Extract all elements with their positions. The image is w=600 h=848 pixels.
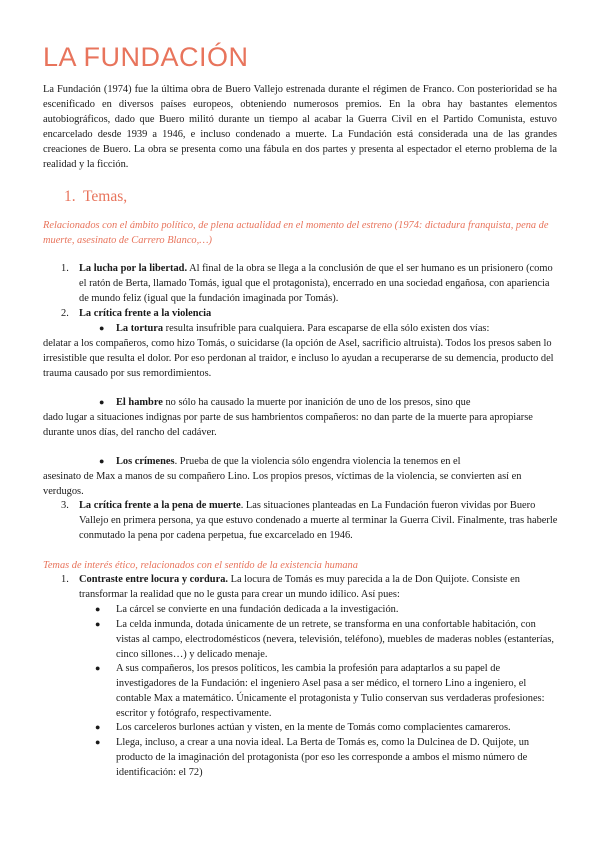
bullet-item — [95, 661, 560, 721]
bullet-text: La celda inmunda, dotada únicamente de un retrete, se transforma en una confortable habitación, con vistas al campo, electrodomésticos (nevera, televisión, teléfono), muebles de maderas nobles (estanterías, cinco sillones…) y delicado menaje. — [116, 619, 554, 660]
bullet-icon: ● — [99, 323, 105, 333]
intro-paragraph: La Fundación (1974) fue la última obra de Buero Vallejo estrenada durante el régimen de Franco. Con posterioridad se ha escenificado en diversos países europeos, obteniendo numerosos premios. En la obra hay bastantes elementos autobiográficos, dado que Buero militó durante un tiempo al acabar la Guerra Civil en el Partido Comunista, estuvo encarcelado desde 1939 a 1946, e incluso condenado a muerte. La Fundación está considerada una de las grandes creaciones de Buero. La obra se presenta como una fábula en dos partes y presenta al espectador el eterno problema de la realidad y la ficción. — [43, 84, 557, 170]
section-label: Temas, — [83, 188, 128, 205]
bullet-text: Los carceleros burlones actúan y visten, en la mente de Tomás como complacientes camareros. — [116, 722, 511, 733]
ethical-themes-intro: Temas de interés ético, relacionados con el sentido de la existencia humana — [43, 560, 358, 571]
page-title: LA FUNDACIÓN — [43, 42, 249, 72]
bullet-icon: ● — [95, 663, 101, 673]
political-themes-intro: Relacionados con el ámbito político, de plena actualidad en el momento del estreno (1974: dictadura franquista, pena de muerte, asesinato de Carrero Blanco,…) — [43, 220, 549, 246]
item-bold-label: La crítica frente a la pena de muerte — [79, 500, 241, 511]
item-bold-label: El hambre — [116, 397, 163, 408]
item-bold-label: Los crímenes — [116, 456, 175, 467]
bullet-icon: ● — [95, 619, 101, 629]
item-text: no sólo ha causado la muerte por inanición de uno de los presos, sino que — [162, 397, 471, 408]
list-number: 2. — [61, 308, 69, 319]
bullet-item — [95, 735, 560, 780]
item-bold-label: La lucha por la libertad. — [79, 263, 188, 274]
item-text: . Las situaciones planteadas en La Fundación fueron vividas por Buero Vallejo en primera persona, ya que estuvo condenado a muerte al terminar la Guerra Civil. Finalmente, tras haberle conmutado la pena por cadena perpetua, fue excarcelado en 1946. — [79, 500, 558, 541]
bullet-icon: ● — [99, 397, 105, 407]
sub-item-crimenes — [99, 454, 561, 469]
item-bold-label: La crítica frente a la violencia — [79, 308, 212, 319]
bullet-item — [95, 720, 560, 735]
sub-item-tortura — [99, 321, 561, 336]
sub-item-tortura-continuation: delatar a los compañeros, como hizo Tomás, o suicidarse (la opción de Asel, sacrificio altruista). Todos los presos saben lo irresistible que resulta el dolor. Por eso perdonan al traidor, e incluso lo ayudan a recuperarse de su demencia, producto del trauma causado por sus remordimientos. — [43, 338, 554, 379]
list-item-pena-de-muerte — [61, 498, 559, 543]
list-item-violencia — [61, 306, 559, 321]
item-bold-label: La tortura — [116, 323, 164, 334]
bullet-text: Llega, incluso, a crear a una novia ideal. La Berta de Tomás es, como la Dulcinea de D. Quijote, un producto de la imaginación del protagonista (por eso les corresponde a ambos el mismo número de identificación: el 72) — [116, 737, 530, 778]
item-text: La locura de Tomás es muy parecida a la de Don Quijote. Consiste en transformar la realidad que no le gusta para crear un mundo idílico. Así pues: — [79, 574, 520, 600]
bullet-icon: ● — [95, 722, 101, 732]
list-number: 1. — [61, 263, 69, 274]
list-item-libertad — [61, 261, 559, 306]
list-number: 3. — [61, 500, 69, 511]
item-text: resulta insufrible para cualquiera. Para escaparse de ella sólo existen dos vías: — [163, 323, 490, 334]
sub-item-hambre-continuation: dado lugar a situaciones indignas por parte de sus hambrientos compañeros: no dan parte de la muerte para apropiarse durante unos días, del rancho del cadáver. — [43, 412, 533, 438]
section-number: 1. — [64, 188, 76, 205]
list-number: 1. — [61, 574, 69, 585]
sub-item-hambre — [99, 395, 561, 410]
sub-item-crimenes-continuation: asesinato de Max a manos de su compañero Lino. Los propios presos, víctimas de la violencia, se convierten así en verdugos. — [43, 471, 522, 497]
item-text: Al final de la obra se llega a la conclusión de que el ser humano es un prisionero (como el ratón de Berta, llamado Tomás, igual que el protagonista), encerrado en una sociedad engañosa, con apariencia de mundo feliz (igual que la fundación imaginada por Tomás). — [79, 263, 553, 304]
bullet-item — [95, 602, 560, 617]
bullet-text: La cárcel se convierte en una fundación dedicada a la investigación. — [116, 604, 399, 615]
bullet-icon: ● — [95, 737, 101, 747]
item-bold-label: Contraste entre locura y cordura. — [79, 574, 228, 585]
item-text: . Prueba de que la violencia sólo engendra violencia la tenemos en el — [174, 456, 461, 467]
bullet-icon: ● — [99, 456, 105, 466]
list-item-locura-cordura — [61, 572, 559, 602]
bullet-item — [95, 617, 560, 662]
bullet-icon: ● — [95, 604, 101, 614]
section-heading-temas — [64, 188, 127, 206]
bullet-text: A sus compañeros, los presos políticos, les cambia la profesión para adaptarlos a su papel de investigadores de la Fundación: el ingeniero Asel pasa a ser médico, el tornero Lino a ingeniero, el contable Max a matemático. Únicamente el protagonista y Tulio conservan sus verdaderas profesiones: escritor y fotógrafo, respectivamente. — [116, 663, 545, 719]
